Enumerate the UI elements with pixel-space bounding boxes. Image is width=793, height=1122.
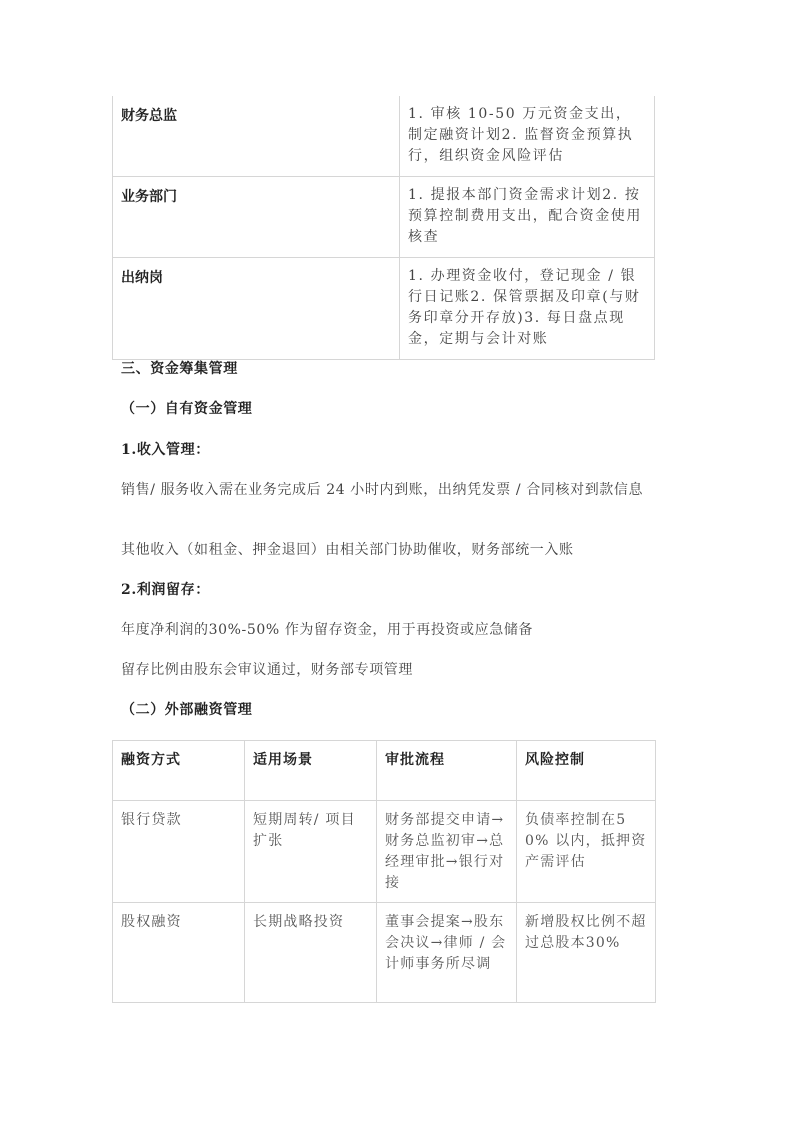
table-header-row — [113, 741, 656, 801]
header-cell: 适用场景 — [245, 741, 377, 801]
paragraph: 年度净利润的30%-50% 作为留存资金，用于再投资或应急储备 — [121, 622, 534, 638]
item-heading: 1.收入管理： — [121, 442, 210, 458]
table-cell: 银行贷款 — [113, 801, 245, 903]
table-cell: 短期周转/ 项目扩张 — [245, 801, 377, 903]
paragraph: 销售/ 服务收入需在业务完成后 24 小时内到账，出纳凭发票 / 合同核对到款信息 — [121, 482, 644, 498]
item-heading: 2.利润留存： — [121, 582, 210, 598]
table-cell: 新增股权比例不超过总股本30% — [517, 903, 656, 1003]
table-cell: 财务部提交申请→财务总监初审→总经理审批→银行对接 — [377, 801, 517, 903]
table-row — [113, 903, 656, 1003]
role-cell: 业务部门 — [113, 177, 400, 258]
table-cell: 董事会提案→股东会决议→律师 / 会计师事务所尽调 — [377, 903, 517, 1003]
subsection-heading: （一）自有资金管理 — [121, 401, 253, 417]
table-row — [113, 801, 656, 903]
financing-table — [112, 740, 656, 1003]
table-row — [113, 96, 655, 177]
section-heading: 三、资金筹集管理 — [121, 361, 238, 377]
subsection-heading: （二）外部融资管理 — [121, 702, 253, 718]
role-cell: 出纳岗 — [113, 258, 400, 360]
duty-cell: 1. 办理资金收付，登记现金 / 银行日记账2. 保管票据及印章(与财务印章分开存放)3. 每日盘点现金，定期与会计对账 — [400, 258, 655, 360]
table-row — [113, 177, 655, 258]
header-cell: 审批流程 — [377, 741, 517, 801]
table-cell: 长期战略投资 — [245, 903, 377, 1003]
table-cell: 负债率控制在50% 以内，抵押资产需评估 — [517, 801, 656, 903]
duty-cell: 1. 提报本部门资金需求计划2. 按预算控制费用支出，配合资金使用核查 — [400, 177, 655, 258]
table-row — [113, 258, 655, 360]
duty-table — [112, 96, 655, 360]
table-cell: 股权融资 — [113, 903, 245, 1003]
role-cell: 财务总监 — [113, 96, 400, 177]
paragraph: 其他收入（如租金、押金退回）由相关部门协助催收，财务部统一入账 — [121, 542, 574, 558]
header-cell: 风险控制 — [517, 741, 656, 801]
duty-cell: 1. 审核 10-50 万元资金支出，制定融资计划2. 监督资金预算执行，组织资金风险评估 — [400, 96, 655, 177]
header-cell: 融资方式 — [113, 741, 245, 801]
paragraph: 留存比例由股东会审议通过，财务部专项管理 — [121, 662, 413, 678]
